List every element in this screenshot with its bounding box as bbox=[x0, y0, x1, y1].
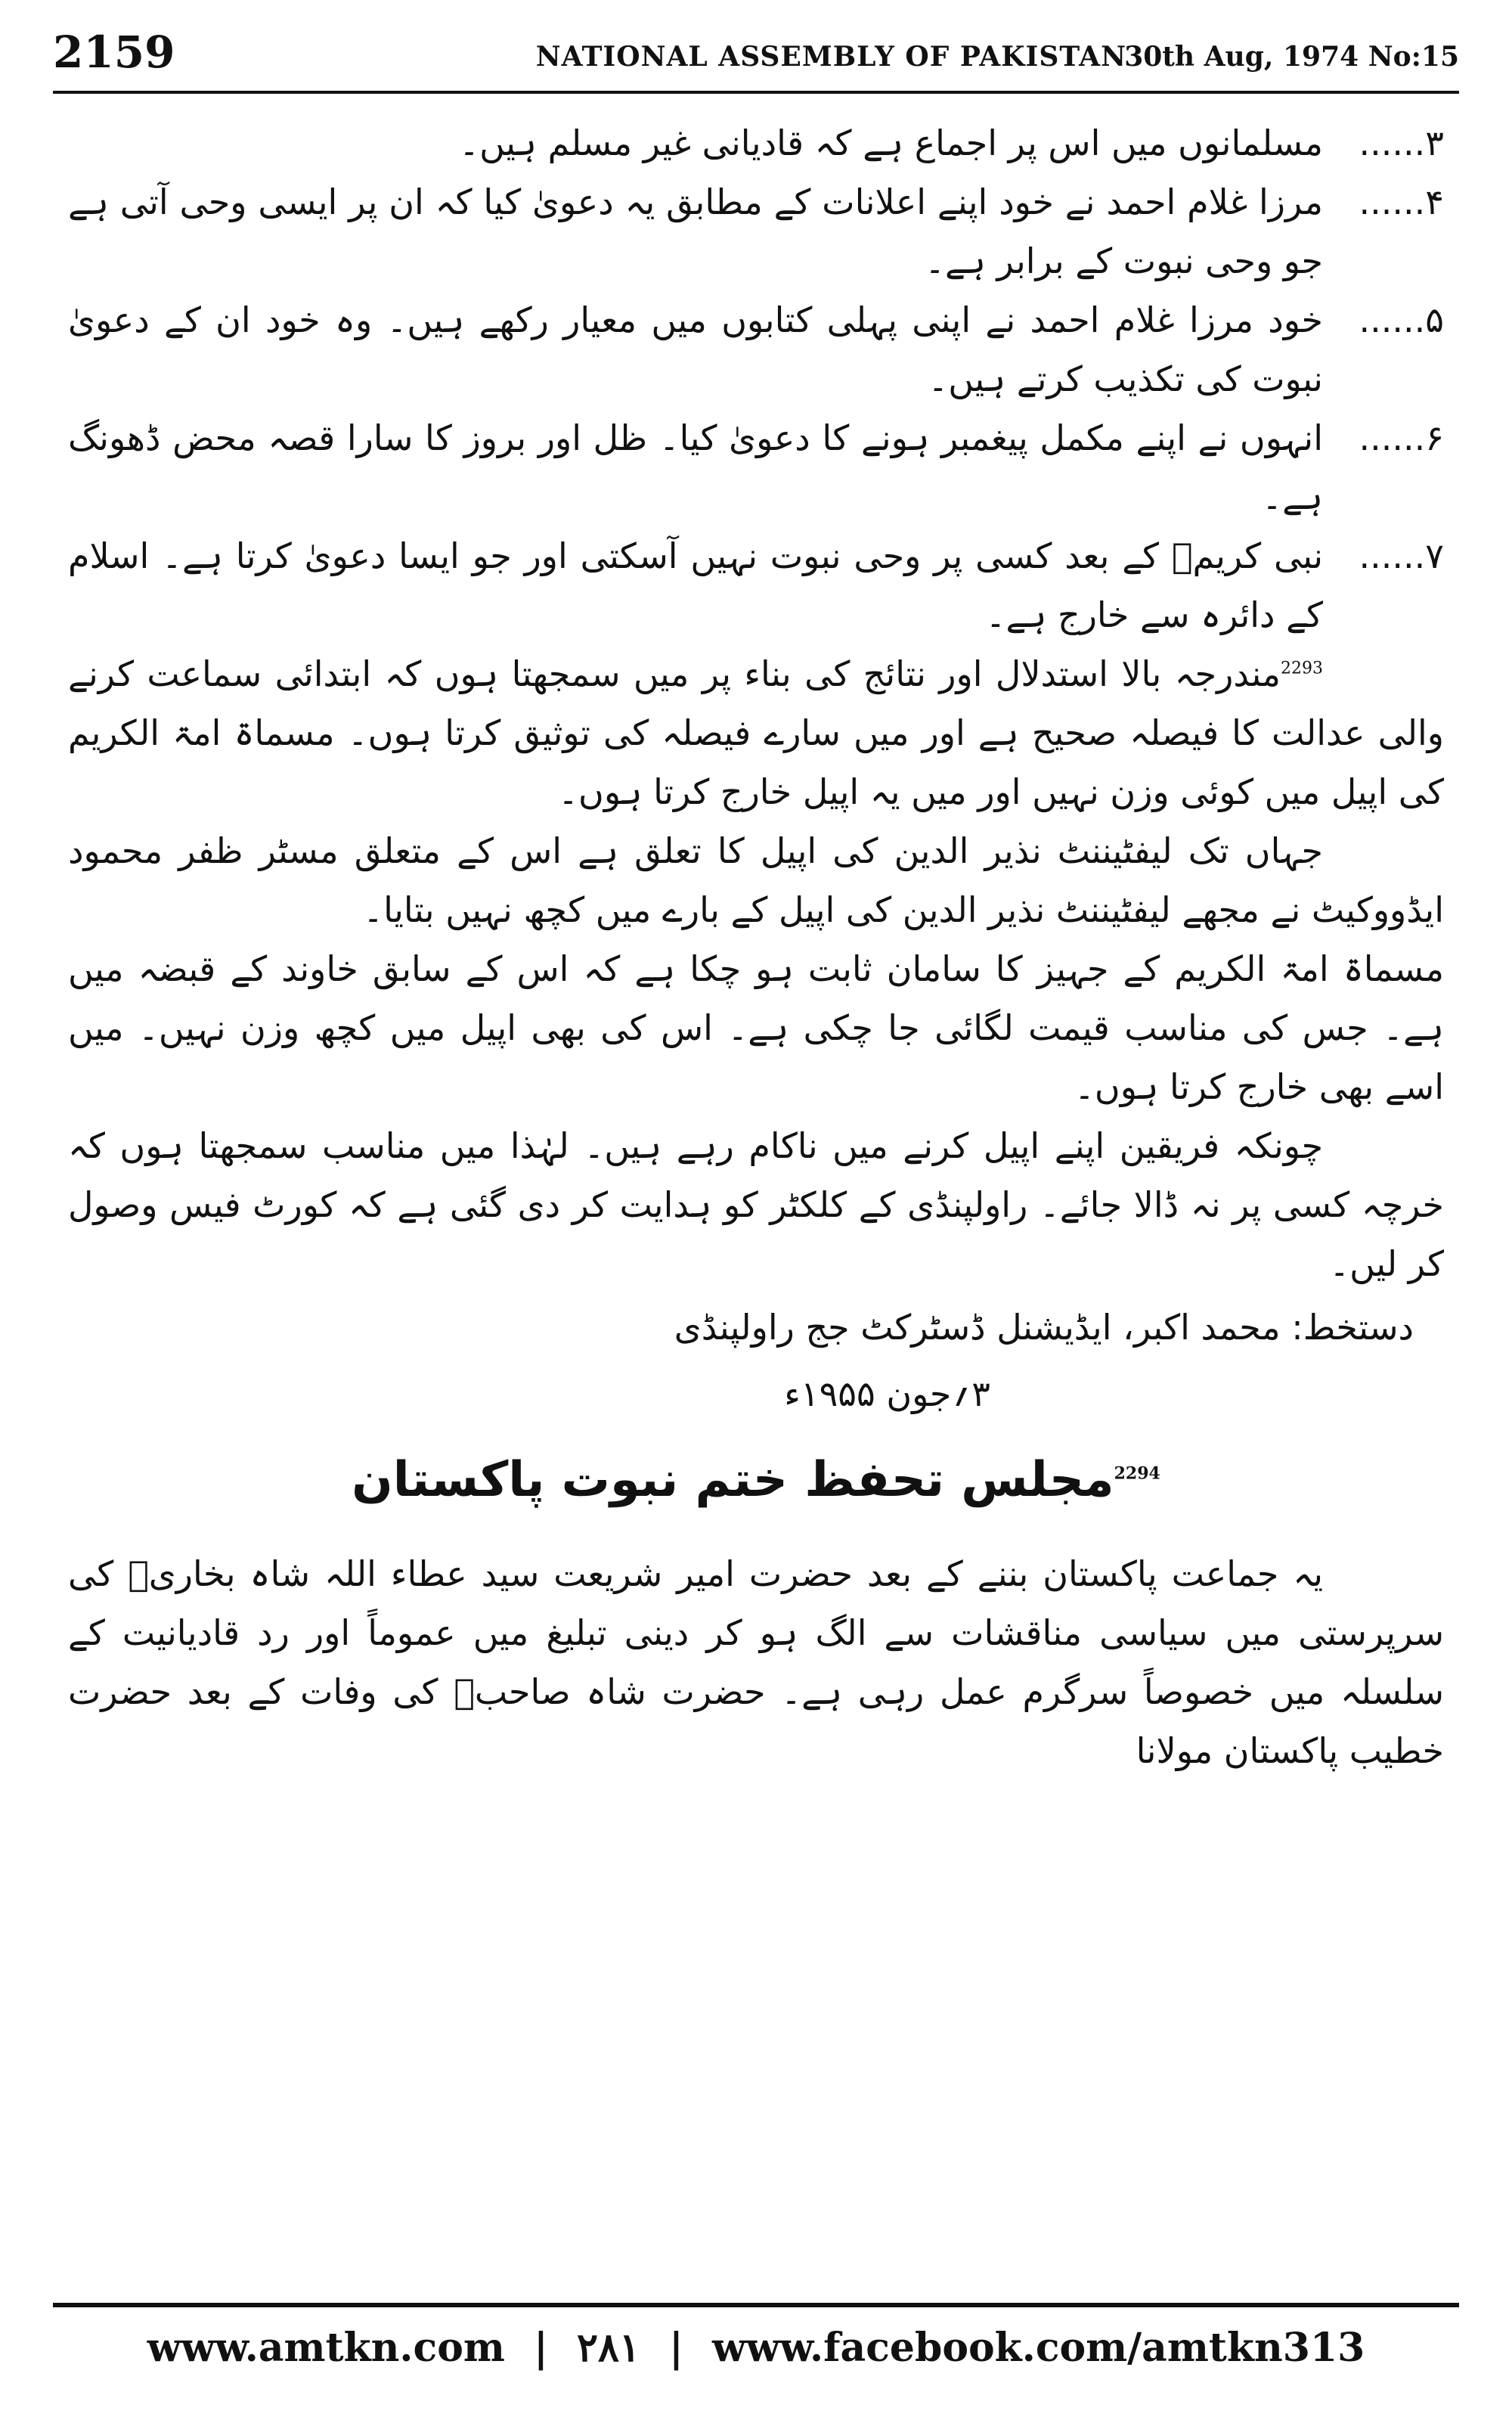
paragraph-dowry: مسماۃ امۃ الکریم کے جہیز کا سامان ثابت ہو چکا ہے کہ اس کے سابق خاوند کے قبضہ میں ہے۔ جس کی مناسب قیمت لگائی جا چکی ہے۔ اس کی بھی اپیل میں کچھ وزن نہیں۔ میں اسے بھی خارج کرتا ہوں۔ bbox=[68, 948, 1444, 1107]
list-item bbox=[68, 113, 1444, 172]
item-number: ۳...... bbox=[1359, 123, 1444, 163]
header-rule bbox=[53, 91, 1459, 94]
footer-rule bbox=[53, 2303, 1459, 2307]
item-text: نبی کریمؐ کے بعد کسی پر وحی نبوت نہیں آسکتی اور جو ایسا دعویٰ کرتا ہے۔ اسلام کے دائرہ سے خارج ہے۔ bbox=[68, 535, 1323, 635]
footer-facebook-link[interactable]: www.facebook.com/amtkn313 bbox=[711, 2325, 1365, 2371]
page-footer bbox=[0, 2322, 1512, 2390]
paragraph-costs: چونکہ فریقین اپنے اپیل کرنے میں ناکام رہے ہیں۔ لہٰذا میں مناسب سمجھتا ہوں کہ خرچہ کسی پر نہ ڈالا جائے۔ راولپنڈی کے کلکٹر کو ہدایت کر دی گئی ہے کہ کورٹ فیس وصول کر لیں۔ bbox=[68, 1125, 1444, 1284]
item-number: ۶...... bbox=[1359, 417, 1444, 458]
item-text: خود مرزا غلام احمد نے اپنی پہلی کتابوں میں معیار رکھے ہیں۔ وہ خود ان کے دعویٰ نبوت کی تکذیب کرتے ہیں۔ bbox=[68, 299, 1323, 399]
list-item bbox=[68, 408, 1444, 526]
list-item bbox=[68, 172, 1444, 290]
footer-website-link[interactable]: www.amtkn.com bbox=[147, 2325, 505, 2371]
header-title: NATIONAL ASSEMBLY OF PAKISTAN bbox=[535, 41, 1126, 73]
signature-line: دستخط: محمد اکبر، ایڈیشنل ڈسٹرکٹ جج راولپنڈی bbox=[674, 1307, 1414, 1348]
item-text: مرزا غلام احمد نے خود اپنے اعلانات کے مطابق یہ دعویٰ کیا کہ ان پر ایسی وحی آتی ہے جو وحی نبوت کے برابر ہے۔ bbox=[68, 182, 1323, 281]
section-title: مجلس تحفظ ختم نبوت پاکستان bbox=[352, 1452, 1114, 1508]
list-item bbox=[68, 290, 1444, 408]
section-heading bbox=[68, 1438, 1444, 1522]
item-text: انہوں نے اپنے مکمل پیغمبر ہونے کا دعویٰ کیا۔ ظل اور بروز کا سارا قصہ محض ڈھونگ ہے۔ bbox=[68, 417, 1323, 517]
paragraph-appeal: جہاں تک لیفٹیننٹ نذیر الدین کی اپیل کا تعلق ہے اس کے متعلق مسٹر ظفر محمود ایڈووکیٹ نے مجھے لیفٹیننٹ نذیر الدین کی اپیل کے بارے میں کچھ نہیں بتایا۔ bbox=[68, 830, 1444, 930]
item-number: ۴...... bbox=[1359, 182, 1444, 222]
section-paragraph: یہ جماعت پاکستان بننے کے بعد حضرت امیر شریعت سید عطاء اللہ شاہ بخاریؒ کی سرپرستی میں سیاسی مناقشات سے الگ ہو کر دینی تبلیغ میں عموماً اور رد قادیانیت کے سلسلہ میں خصوصاً سرگرم عمل رہی ہے۔ حضرت شاہ صاحبؒ کی وفات کے بعد حضرت خطیب پاکستان مولانا bbox=[68, 1553, 1444, 1771]
signature-date: ۳؍جون ۱۹۵۵ء bbox=[784, 1373, 990, 1414]
page-header bbox=[53, 26, 1459, 91]
footer-separator: | bbox=[668, 2325, 683, 2371]
item-number: ۵...... bbox=[1359, 299, 1444, 340]
paragraph-text: مندرجہ بالا استدلال اور نتائج کی بناء پر میں سمجھتا ہوں کہ ابتدائی سماعت کرنے والی عدالت کا فیصلہ صحیح ہے اور میں سارے فیصلہ کی توثیق کرتا ہوں۔ مسماۃ امۃ الکریم کی اپیل میں کوئی وزن نہیں اور میں یہ اپیل خارج کرتا ہوں۔ bbox=[68, 653, 1444, 812]
footer-separator: | bbox=[534, 2325, 548, 2371]
item-number: ۷...... bbox=[1359, 535, 1444, 576]
footnote-marker: 2294 bbox=[1114, 1463, 1160, 1484]
document-body bbox=[68, 113, 1444, 2284]
header-date-issue: 30th Aug, 1974 No:15 bbox=[1124, 41, 1459, 73]
footer-page-number: ۲۸۱ bbox=[577, 2325, 640, 2371]
page-number: 2159 bbox=[53, 26, 175, 78]
item-text: مسلمانوں میں اس پر اجماع ہے کہ قادیانی غیر مسلم ہیں۔ bbox=[459, 123, 1323, 163]
footnote-marker: 2293 bbox=[1281, 659, 1323, 678]
paragraph-judgment bbox=[68, 644, 1444, 821]
list-item bbox=[68, 526, 1444, 644]
